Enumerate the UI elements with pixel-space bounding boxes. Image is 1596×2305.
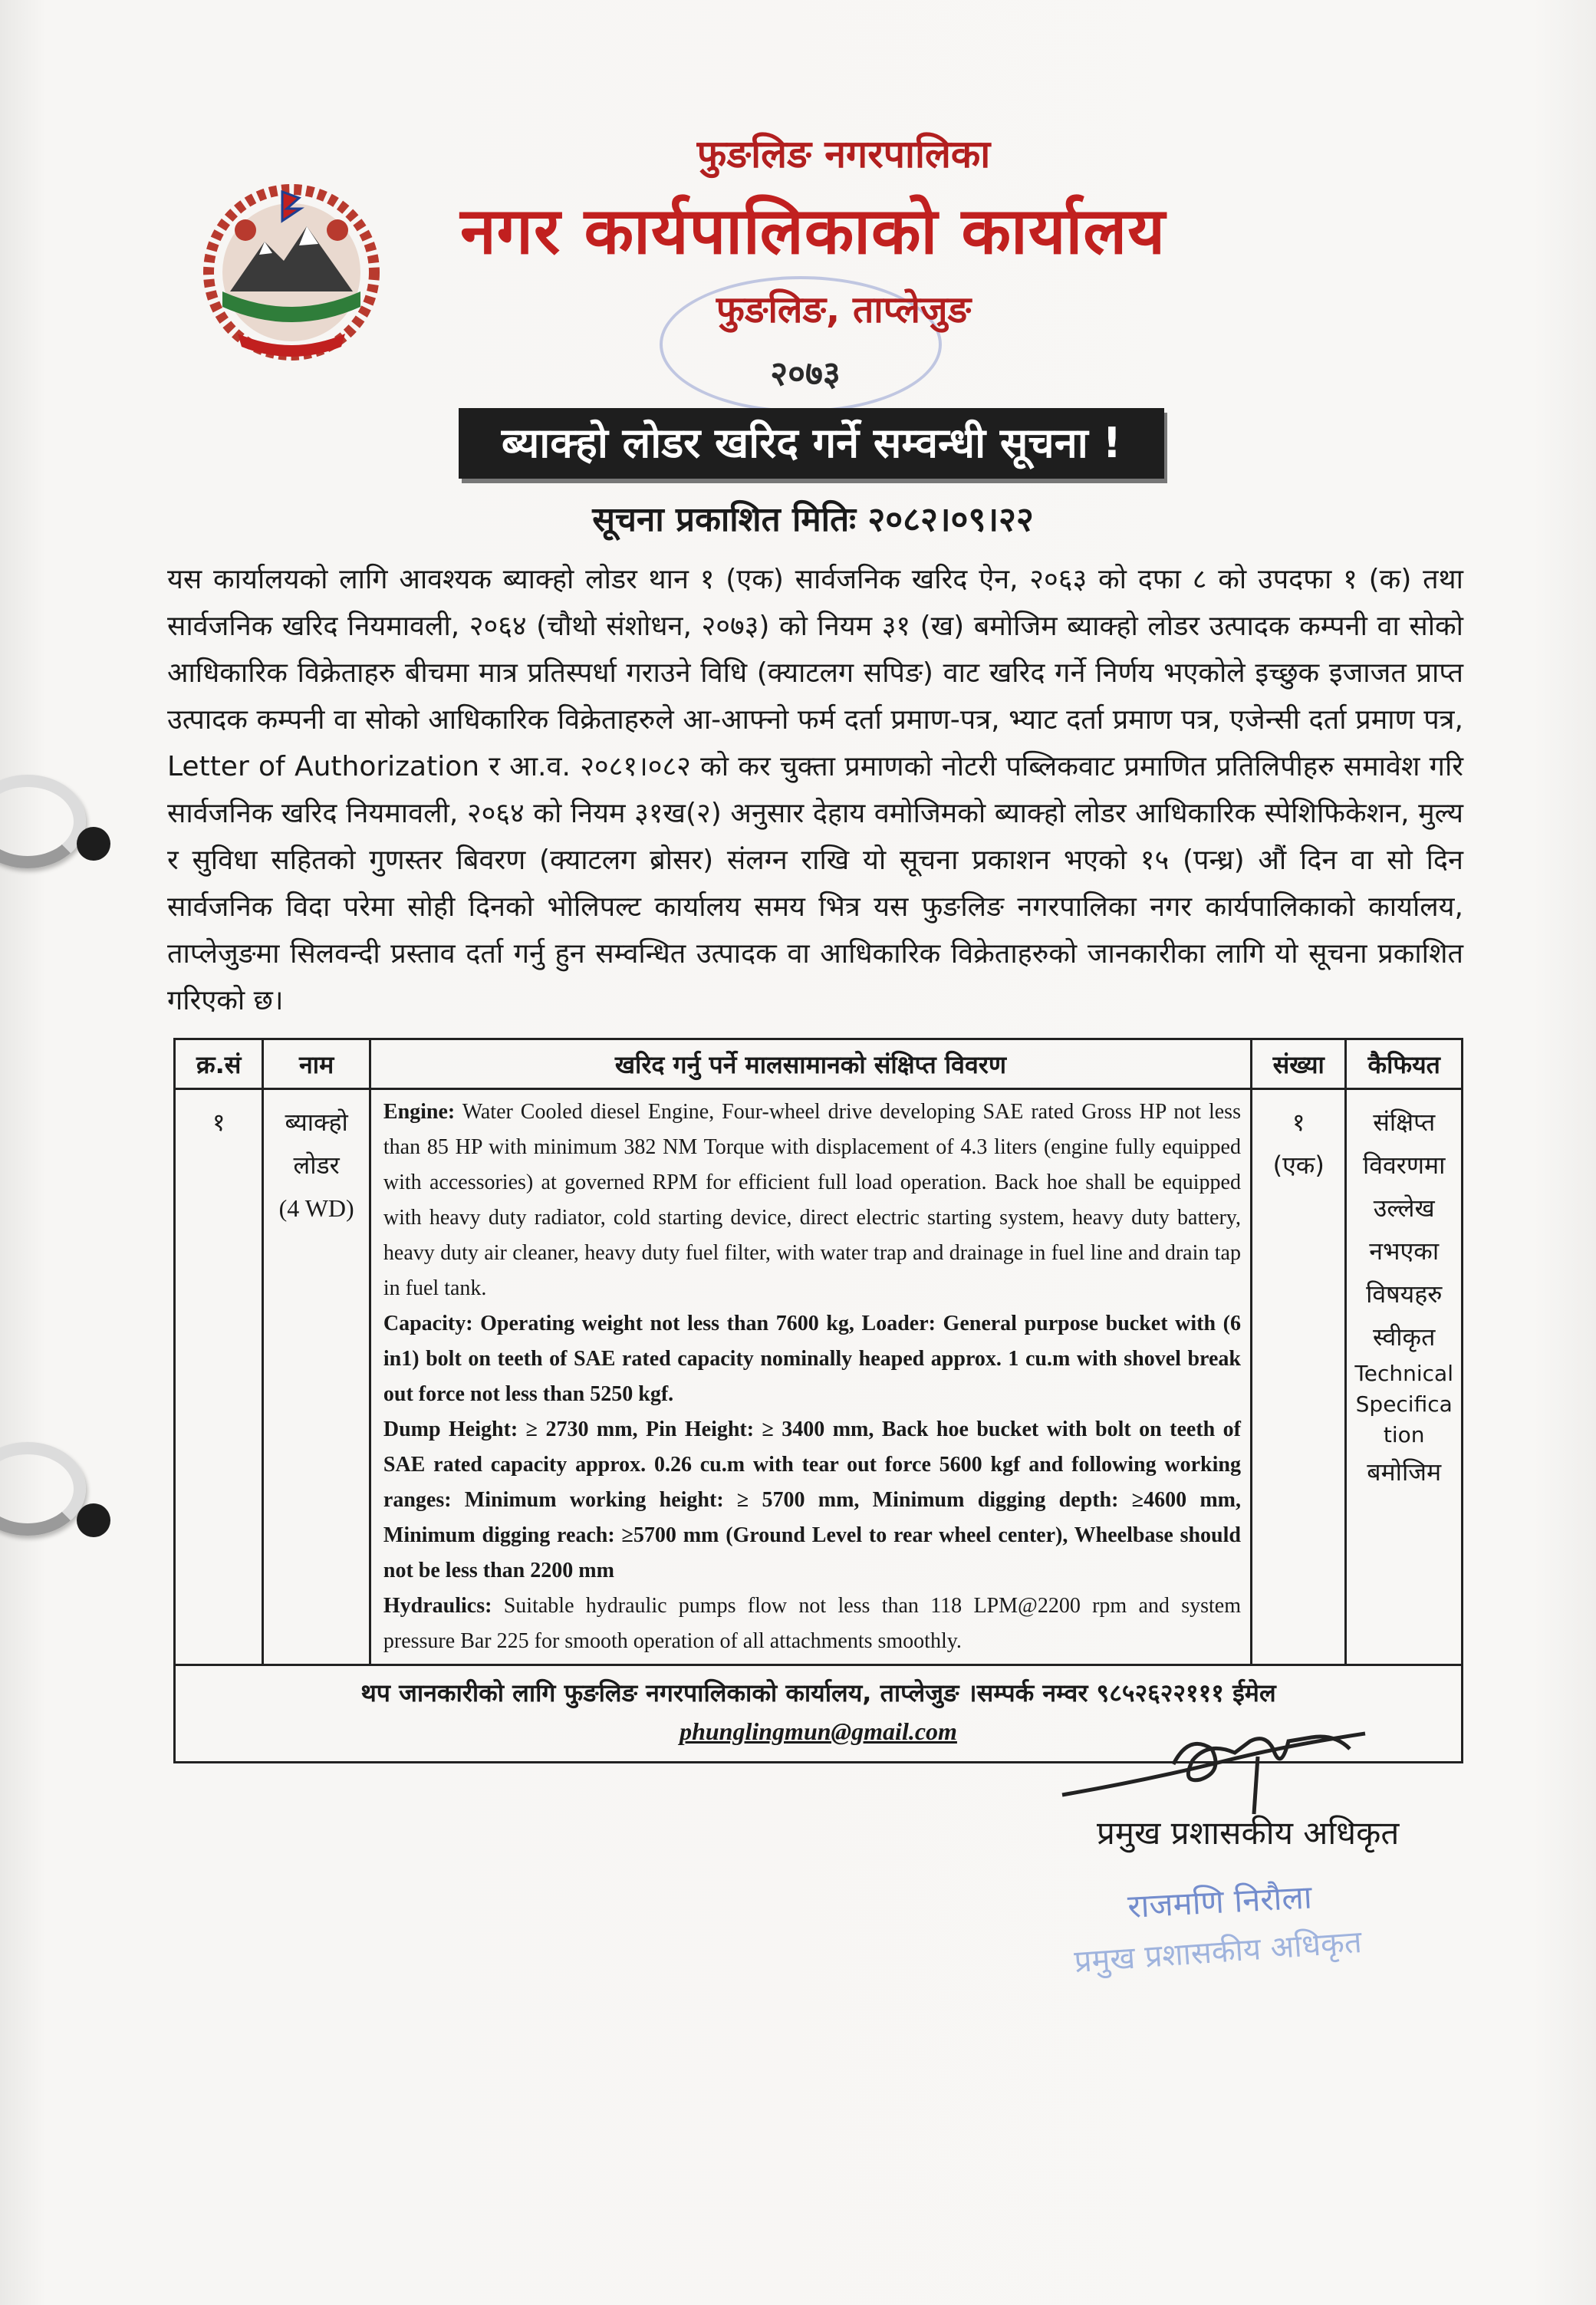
header-quantity: संख्या	[1251, 1039, 1345, 1089]
contact-text: थप जानकारीको लागि फुङलिङ नगरपालिकाको कार्यालय, ताप्लेजुङ ।सम्पर्क नम्वर ९८५२६२२१११ ईमेल	[360, 1678, 1276, 1707]
quantity-value: १	[1292, 1108, 1305, 1137]
cell-description	[370, 1089, 1251, 1665]
cell-remarks	[1346, 1089, 1463, 1665]
specification-table	[173, 1038, 1463, 1763]
name-line: लोडर	[293, 1151, 340, 1180]
signatory-title: प्रमुख प्रशासकीय अधिकृत	[1097, 1814, 1400, 1852]
dump-spec: Dump Height: ≥ 2730 mm, Pin Height: ≥ 3400 mm, Back hoe bucket with bolt on teeth of SAE rated capacity approx. 0.26 cu.m with tear out force 5600 kgf and following working ranges: Minimum working height: ≥ 5700 mm, Minimum digging depth: ≥4600 mm, Minimum digging reach: ≥5700 mm (Ground Level to rear wheel center), Wheelbase should not be less than 2200 mm	[383, 1418, 1241, 1582]
engine-label: Engine:	[383, 1100, 456, 1124]
header-description: खरिद गर्नु पर्ने मालसामानको संक्षिप्त विवरण	[370, 1039, 1251, 1089]
cell-sn: १	[175, 1089, 263, 1665]
published-date: सूचना प्रकाशित मितिः २०८२।०९।२२	[592, 500, 1034, 539]
remarks-line: विषयहरु	[1366, 1279, 1443, 1309]
header-sn: क्र.सं	[175, 1039, 263, 1089]
office-location: फुङलिङ, ताप्लेजुङ	[716, 288, 972, 331]
remarks-line: tion	[1383, 1422, 1425, 1447]
table-row	[175, 1089, 1463, 1665]
remarks-line: नभएका	[1369, 1236, 1440, 1266]
hydraulics-label: Hydraulics:	[383, 1594, 492, 1618]
nepal-emblem-logo	[192, 176, 391, 368]
remarks-line: उल्लेख	[1373, 1194, 1435, 1223]
table-header-row	[175, 1039, 1463, 1089]
stamp-officer-name: राजमणि निरौला	[1127, 1878, 1313, 1925]
capacity-spec: Capacity: Operating weight not less than 7600 kg, Loader: General purpose bucket with (6 in1) bolt on teeth of SAE rated capacity nominally heaped approx. 1 cu.m with shovel break out force not less than 5250 kgf.	[383, 1312, 1241, 1406]
name-line: ब्याक्हो	[285, 1108, 348, 1137]
name-line: (4 WD)	[278, 1194, 354, 1222]
remarks-line: Technical	[1354, 1361, 1453, 1386]
cell-name	[263, 1089, 370, 1665]
header-name: नाम	[263, 1039, 370, 1089]
header-remarks: कैफियत	[1346, 1039, 1463, 1089]
contact-email-link[interactable]: phunglingmun@gmail.com	[680, 1717, 957, 1745]
remarks-line: Specifica	[1355, 1391, 1453, 1417]
remarks-line: स्वीकृत	[1373, 1322, 1436, 1352]
hydraulics-spec	[383, 1589, 1241, 1659]
remarks-line: संक्षिप्त	[1373, 1108, 1436, 1137]
remarks-line: बमोजिम	[1367, 1457, 1442, 1487]
binder-hole-bottom	[77, 1503, 110, 1537]
cell-quantity	[1251, 1089, 1345, 1665]
remarks-line: विवरणमा	[1362, 1151, 1446, 1180]
office-name: नगर कार्यपालिकाको कार्यालय	[460, 193, 1166, 268]
handwritten-signature	[1058, 1718, 1380, 1818]
engine-text: Water Cooled diesel Engine, Four-wheel drive developing SAE rated Gross HP not less than 85 HP with minimum 382 NM Torque with displacement of 4.3 liters (engine fully equipped with accessories) at governed RPM for efficient full load operation. Back hoe shall be equipped with heavy duty radiator, cold starting device, direct electric starting system, heavy duty battery, heavy duty air cleaner, heavy duty fuel filter, with water trap and drainage in fuel line and drain tap in fuel tank.	[383, 1100, 1241, 1300]
municipality-name: फुङलिङ नगरपालिका	[696, 132, 991, 176]
stamp-officer-role: प्रमुख प्रशासकीय अधिकृत	[1073, 1924, 1364, 1981]
notice-title: ब्याक्हो लोडर खरिद गर्ने सम्वन्धी सूचना !	[459, 408, 1164, 479]
established-year: २०७३	[770, 354, 841, 393]
engine-spec	[383, 1095, 1241, 1306]
binder-hole-top	[77, 827, 110, 861]
hydraulics-text: Suitable hydraulic pumps flow not less than 118 LPM@2200 rpm and system pressure Bar 225 for smooth operation of all attachments smoothly.	[383, 1594, 1241, 1653]
notice-body: यस कार्यालयको लागि आवश्यक ब्याक्हो लोडर थान १ (एक) सार्वजनिक खरिद ऐन, २०६३ को दफा ८ को उपदफा १ (क) तथा सार्वजनिक खरिद नियमावली, २०६४ (चौथो संशोधन, २०७३) को नियम ३१ (ख) बमोजिम ब्याक्हो लोडर उत्पादक कम्पनी वा सोको आधिकारिक विक्रेताहरु बीचमा मात्र प्रतिस्पर्धा गराउने विधि (क्याटलग सपिङ) वाट खरिद गर्ने निर्णय भएकोले इच्छुक इजाजत प्राप्त उत्पादक कम्पनी वा सोको आधिकारिक विक्रेताहरुले आ-आफ्नो फर्म दर्ता प्रमाण-पत्र, भ्याट दर्ता प्रमाण पत्र, एजेन्सी दर्ता प्रमाण पत्र, Letter of Authorization र आ.व. २०८१।०८२ को कर चुक्ता प्रमाणको नोटरी पब्लिकवाट प्रमाणित प्रतिलिपीहरु समावेश गरि सार्वजनिक खरिद नियमावली, २०६४ को नियम ३१ख(२) अनुसार देहाय वमोजिमको ब्याक्हो लोडर आधिकारिक स्पेशिफिकेशन, मुल्य र सुविधा सहितको गुणस्तर बिवरण (क्याटलग ब्रोसर) संलग्न राखि यो सूचना प्रकाशन भएको १५ (पन्ध्र) औं दिन वा सो दिन सार्वजनिक विदा परेमा सोही दिनको भोलिपल्ट कार्यालय समय भित्र यस फुङलिङ नगरपालिका नगर कार्यपालिकाको कार्यालय, ताप्लेजुङमा सिलवन्दी प्रस्ताव दर्ता गर्नु हुन सम्वन्धित उत्पादक वा आधिकारिक विक्रेताहरुको जानकारीका लागि यो सूचना प्रकाशित गरिएको छ।	[167, 564, 1463, 1016]
quantity-words: (एक)	[1272, 1151, 1325, 1180]
